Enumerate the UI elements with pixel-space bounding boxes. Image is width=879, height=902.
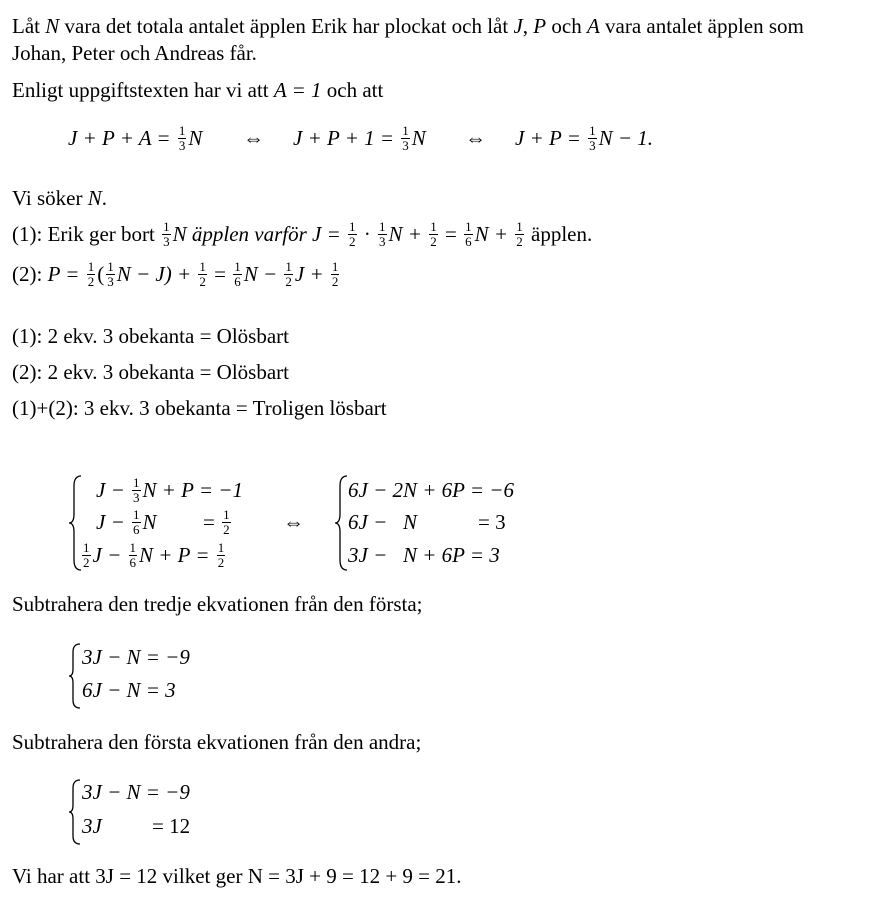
step-2-text: Subtrahera den första ekvationen från den andra; [12,730,422,754]
note-2: (2): 2 ekv. 3 obekanta = Olösbart [12,360,289,384]
iff-symbol: ⇔ [283,510,304,534]
iff-symbol: ⇔ [465,126,486,150]
system1-right-row-2-rhs: = 3 [478,510,506,534]
given-line: Enligt uppgiftstexten har vi att A = 1 och att [12,78,384,102]
fraction-one-third: $\frac{1}{3}$ [589,123,596,153]
system3-row-2: 3J [82,814,102,838]
equation-chain: J + P + A = $\frac{1}{3}$ N [68,123,203,153]
system2-row-1: 3J − N = −9 [82,645,190,669]
system3-row-2-rhs: = 12 [152,814,191,838]
fraction-one-half: $\frac{1}{2}$ [223,507,230,537]
fraction-one-third: $\frac{1}{3}$ [402,123,409,153]
fraction-one-sixth: $\frac{1}{6}$ [133,507,140,537]
fraction-one-sixth: $\frac{1}{6}$ [234,259,241,289]
statement-2: (2): P = $\frac{1}{2}$ ( $\frac{1}{3}$ N − J) + $\frac{1}{2}$ = $\frac{1}{6}$ N − $\frac{1}{2}$ J + $\frac{1}{2}$ [12,259,339,289]
system1-left-row-2-rhs: = $\frac{1}{2}$ [203,507,230,537]
left-brace-icon [68,642,82,710]
fraction-one-half: $\frac{1}{2}$ [349,219,356,249]
system1-left-row-2: J − $\frac{1}{6}$ N [96,507,157,537]
fraction-one-half: $\frac{1}{2}$ [430,219,437,249]
iff-symbol: ⇔ [243,126,264,150]
fraction-one-half: $\frac{1}{2}$ [217,540,225,570]
fraction-one-third: $\frac{1}{3}$ [178,123,186,153]
intro-line-1: Låt N vara det totala antalet äpplen Erik har plockat och låt J, P och A vara antalet äpplen som [12,14,804,38]
note-1: (1): 2 ekv. 3 obekanta = Olösbart [12,324,289,348]
system3-row-1: 3J − N = −9 [82,780,190,804]
system1-right-row-3: 3J − N + 6P = 3 [348,543,500,567]
fraction-one-third: $\frac{1}{3}$ [133,475,140,505]
step-1-text: Subtrahera den tredje ekvationen från den första; [12,592,423,616]
statement-1: (1): Erik ger bort $\frac{1}{3}$ N äpplen varför J = $\frac{1}{2}$ · $\frac{1}{3}$ N + $\frac{1}{2}$ = $\frac{1}{6}$ N + $\frac{1}{2}$ äpplen. [12,219,593,249]
conclusion: Vi har att 3J = 12 vilket ger N = 3J + 9 = 12 + 9 = 21. [12,864,462,888]
note-3: (1)+(2): 3 ekv. 3 obekanta = Troligen lösbart [12,396,387,420]
fraction-one-third: $\frac{1}{3}$ [163,219,170,249]
system1-left-row-3: $\frac{1}{2}$ J − $\frac{1}{6}$ N + P = $\frac{1}{2}$ [83,540,225,570]
fraction-one-half: $\frac{1}{2}$ [331,259,339,289]
fraction-one-half: $\frac{1}{2}$ [285,259,292,289]
system2-row-2: 6J − N = 3 [82,678,176,702]
system1-right-row-1: 6J − 2N + 6P = −6 [348,478,514,502]
left-brace-icon [68,778,82,846]
intro-line-2: Johan, Peter och Andreas får. [12,41,257,65]
seek-line: Vi söker N. [12,186,107,210]
fraction-one-half: $\frac{1}{2}$ [516,219,523,249]
fraction-one-third: $\frac{1}{3}$ [379,219,386,249]
fraction-one-half: $\frac{1}{2}$ [83,540,90,570]
equation-chain-2: J + P + 1 = $\frac{1}{3}$ N [293,123,426,153]
fraction-one-sixth: $\frac{1}{6}$ [129,540,136,570]
fraction-one-half: $\frac{1}{2}$ [199,259,206,289]
system1-left-row-1: J − $\frac{1}{3}$ N + P = −1 [96,475,243,505]
equation-chain-3: J + P = $\frac{1}{3}$ N − 1. [515,123,654,153]
fraction-one-half: $\frac{1}{2}$ [87,259,95,289]
fraction-one-sixth: $\frac{1}{6}$ [465,219,472,249]
system1-right-row-2: 6J − N [348,510,417,534]
fraction-one-third: $\frac{1}{3}$ [107,259,114,289]
